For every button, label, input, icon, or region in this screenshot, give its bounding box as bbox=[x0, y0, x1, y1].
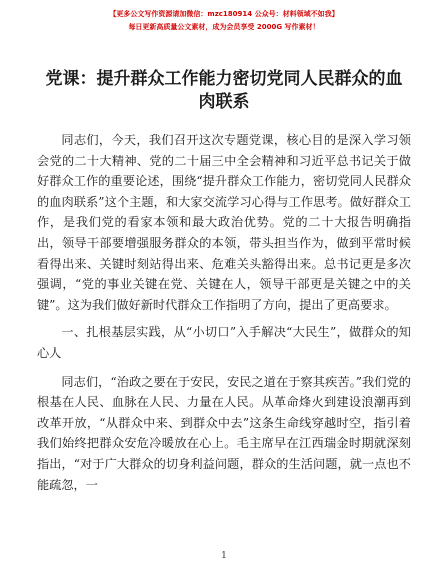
promo-banner bbox=[0, 8, 448, 34]
banner-line-1: 【更多公文写作资源请加微信：mzc180914 公众号：材料领域不如我】 bbox=[109, 10, 339, 18]
section-heading: 一、扎根基层实践，从“小切口”入手解决“大民生”，做群众的知心人 bbox=[37, 325, 411, 360]
intro-paragraph: 同志们，今天，我们召开这次专题党课，核心目的是深入学习领会党的二十大精神、党的二十届三中全会精神和习近平总书记关于做好群众工作的重要论述，围绕“提升群众工作能力，密切党同人民群众的血肉联系”这个主题，和大家交流学习心得与工作思考。做好群众工作，是我们党的看家本领和最大政治优势。党的二十大报告明确指出，领导干部要增强服务群众的本领，带头担当作为，做到平常时候看得出来、关键时刻站得出来、危难关头豁得出来。总书记更是多次强调，“党的事业关键在党、关键在人，领导干部更是关键之中的关键”。这为我们做好新时代群众工作指明了方向，提出了更高要求。 bbox=[37, 133, 411, 312]
banner-line-2: 每日更新高质量公文素材，成为会员享受 2000G 写作素材！ bbox=[128, 23, 320, 31]
page-number: 1 bbox=[221, 551, 227, 561]
document-title: 党课：提升群众工作能力密切党同人民群众的血肉联系 bbox=[45, 69, 403, 112]
body-paragraph: 同志们，“治政之要在于安民，安民之道在于察其疾苦。”我们党的根基在人民、血脉在人民、力量在人民。从革命烽火到建设浪潮再到改革开放，“从群众中来、到群众中去”这条生命线穿越时空，指引着我们始终把群众安危冷暖放在心上。毛主席早在江西瑞金时期就深刻指出，“对于广大群众的切身利益问题，群众的生活问题，就一点也不能疏忽，一 bbox=[37, 374, 411, 492]
document-body bbox=[37, 130, 411, 502]
